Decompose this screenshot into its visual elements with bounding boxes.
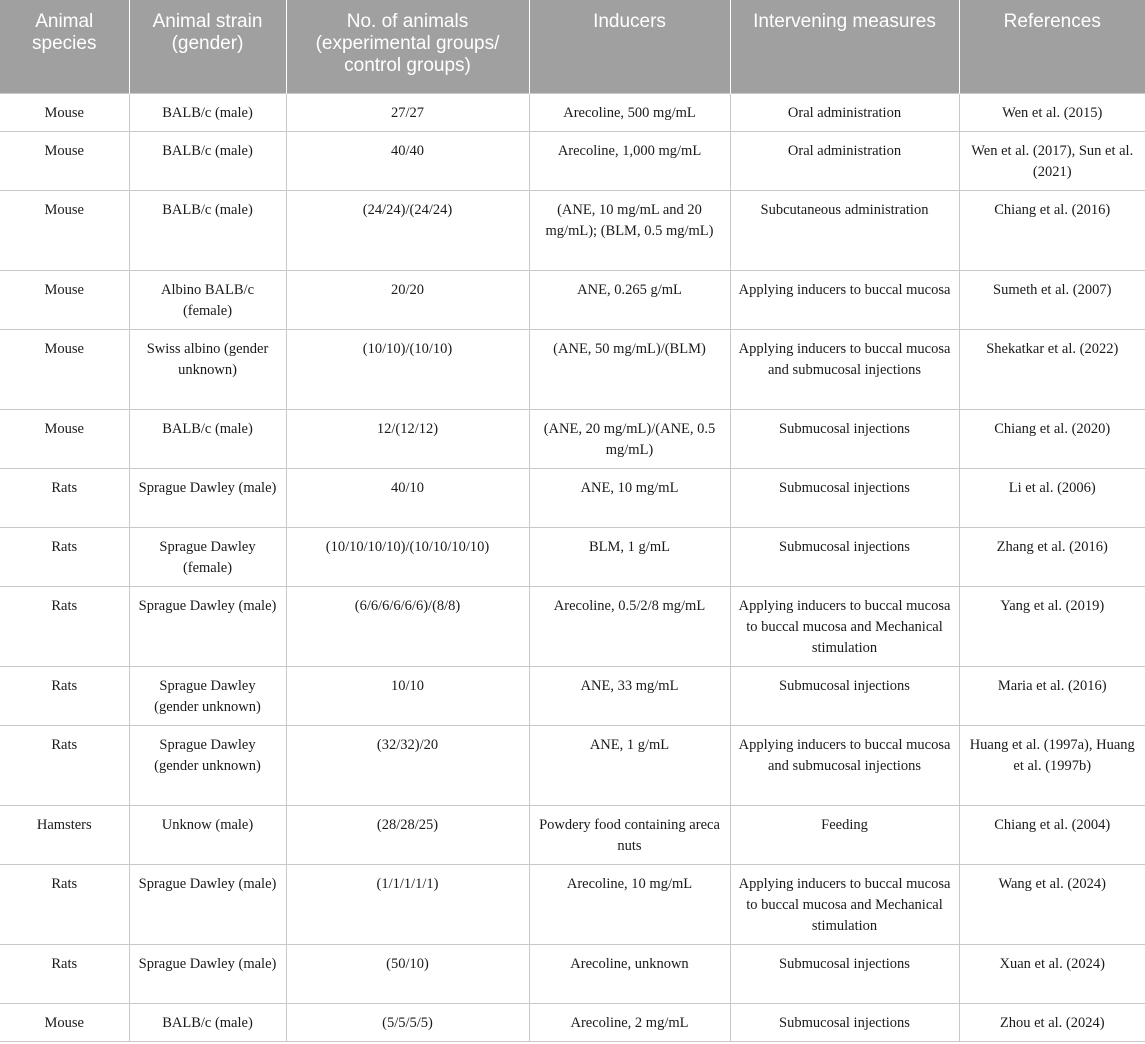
cell-species: Mouse xyxy=(0,270,129,329)
cell-strain: BALB/c (male) xyxy=(129,93,286,131)
table-row xyxy=(0,131,1145,190)
cell-measures: Submucosal injections xyxy=(730,409,959,468)
cell-species: Rats xyxy=(0,725,129,805)
cell-inducers: Arecoline, 2 mg/mL xyxy=(529,1003,730,1041)
cell-measures: Subcutaneous administration xyxy=(730,190,959,270)
cell-count: (10/10)/(10/10) xyxy=(286,329,529,409)
cell-inducers: ANE, 0.265 g/mL xyxy=(529,270,730,329)
cell-count: (24/24)/(24/24) xyxy=(286,190,529,270)
cell-references: Maria et al. (2016) xyxy=(959,666,1145,725)
cell-measures: Submucosal injections xyxy=(730,944,959,1003)
cell-references: Wen et al. (2015) xyxy=(959,93,1145,131)
table-row xyxy=(0,666,1145,725)
header-references: References xyxy=(959,0,1145,93)
header-intervening-measures: Intervening measures xyxy=(730,0,959,93)
cell-strain: Sprague Dawley (gender unknown) xyxy=(129,666,286,725)
cell-measures: Oral administration xyxy=(730,131,959,190)
cell-measures: Feeding xyxy=(730,805,959,864)
header-row xyxy=(0,0,1145,93)
cell-inducers: (ANE, 50 mg/mL)/(BLM) xyxy=(529,329,730,409)
header-inducers: Inducers xyxy=(529,0,730,93)
cell-inducers: ANE, 1 g/mL xyxy=(529,725,730,805)
cell-species: Mouse xyxy=(0,409,129,468)
cell-measures: Oral administration xyxy=(730,93,959,131)
cell-measures: Applying inducers to buccal mucosa xyxy=(730,270,959,329)
cell-count: 20/20 xyxy=(286,270,529,329)
cell-strain: BALB/c (male) xyxy=(129,1003,286,1041)
table-row xyxy=(0,864,1145,944)
cell-inducers: ANE, 33 mg/mL xyxy=(529,666,730,725)
cell-measures: Applying inducers to buccal mucosa and submucosal injections xyxy=(730,329,959,409)
cell-count: 10/10 xyxy=(286,666,529,725)
cell-inducers: BLM, 1 g/mL xyxy=(529,527,730,586)
cell-measures: Applying inducers to buccal mucosa and submucosal injections xyxy=(730,725,959,805)
cell-species: Hamsters xyxy=(0,805,129,864)
cell-strain: Swiss albino (gender unknown) xyxy=(129,329,286,409)
cell-count: 27/27 xyxy=(286,93,529,131)
cell-measures: Submucosal injections xyxy=(730,1003,959,1041)
table-row xyxy=(0,270,1145,329)
cell-count: 40/40 xyxy=(286,131,529,190)
cell-species: Mouse xyxy=(0,131,129,190)
header-animal-species: Animal species xyxy=(0,0,129,93)
cell-measures: Submucosal injections xyxy=(730,527,959,586)
cell-inducers: ANE, 10 mg/mL xyxy=(529,468,730,527)
cell-references: Shekatkar et al. (2022) xyxy=(959,329,1145,409)
cell-strain: BALB/c (male) xyxy=(129,131,286,190)
cell-strain: Sprague Dawley (male) xyxy=(129,468,286,527)
cell-measures: Applying inducers to buccal mucosa to buccal mucosa and Mechanical stimulation xyxy=(730,586,959,666)
cell-references: Yang et al. (2019) xyxy=(959,586,1145,666)
table-row xyxy=(0,527,1145,586)
cell-species: Rats xyxy=(0,666,129,725)
cell-species: Rats xyxy=(0,527,129,586)
cell-species: Mouse xyxy=(0,190,129,270)
cell-species: Mouse xyxy=(0,329,129,409)
cell-count: (6/6/6/6/6/6)/(8/8) xyxy=(286,586,529,666)
cell-count: (50/10) xyxy=(286,944,529,1003)
cell-inducers: Arecoline, 10 mg/mL xyxy=(529,864,730,944)
cell-count: (5/5/5/5) xyxy=(286,1003,529,1041)
cell-inducers: Powdery food containing areca nuts xyxy=(529,805,730,864)
table-row xyxy=(0,190,1145,270)
cell-references: Zhou et al. (2024) xyxy=(959,1003,1145,1041)
cell-count: (1/1/1/1/1) xyxy=(286,864,529,944)
cell-references: Wang et al. (2024) xyxy=(959,864,1145,944)
table-body xyxy=(0,93,1145,1041)
cell-strain: Sprague Dawley (male) xyxy=(129,864,286,944)
table-row xyxy=(0,725,1145,805)
table-row xyxy=(0,93,1145,131)
cell-inducers: Arecoline, 500 mg/mL xyxy=(529,93,730,131)
table-row xyxy=(0,329,1145,409)
cell-count: (28/28/25) xyxy=(286,805,529,864)
cell-strain: Sprague Dawley (male) xyxy=(129,586,286,666)
cell-inducers: Arecoline, 0.5/2/8 mg/mL xyxy=(529,586,730,666)
table-row xyxy=(0,586,1145,666)
cell-measures: Submucosal injections xyxy=(730,468,959,527)
cell-references: Chiang et al. (2020) xyxy=(959,409,1145,468)
table-row xyxy=(0,468,1145,527)
cell-strain: Albino BALB/c (female) xyxy=(129,270,286,329)
table-row xyxy=(0,409,1145,468)
cell-references: Zhang et al. (2016) xyxy=(959,527,1145,586)
cell-count: 40/10 xyxy=(286,468,529,527)
cell-references: Sumeth et al. (2007) xyxy=(959,270,1145,329)
cell-strain: BALB/c (male) xyxy=(129,409,286,468)
cell-strain: BALB/c (male) xyxy=(129,190,286,270)
cell-species: Mouse xyxy=(0,93,129,131)
cell-references: Chiang et al. (2004) xyxy=(959,805,1145,864)
cell-count: (32/32)/20 xyxy=(286,725,529,805)
table-row xyxy=(0,1003,1145,1041)
cell-measures: Applying inducers to buccal mucosa to buccal mucosa and Mechanical stimulation xyxy=(730,864,959,944)
header-number-of-animals: No. of animals (experimental groups/ control groups) xyxy=(286,0,529,93)
cell-strain: Unknow (male) xyxy=(129,805,286,864)
cell-species: Rats xyxy=(0,944,129,1003)
cell-count: 12/(12/12) xyxy=(286,409,529,468)
cell-species: Rats xyxy=(0,468,129,527)
cell-count: (10/10/10/10)/(10/10/10/10) xyxy=(286,527,529,586)
cell-species: Rats xyxy=(0,586,129,666)
cell-strain: Sprague Dawley (female) xyxy=(129,527,286,586)
cell-inducers: Arecoline, unknown xyxy=(529,944,730,1003)
cell-species: Mouse xyxy=(0,1003,129,1041)
cell-species: Rats xyxy=(0,864,129,944)
cell-references: Huang et al. (1997a), Huang et al. (1997b) xyxy=(959,725,1145,805)
cell-references: Chiang et al. (2016) xyxy=(959,190,1145,270)
table-row xyxy=(0,805,1145,864)
cell-references: Li et al. (2006) xyxy=(959,468,1145,527)
header-animal-strain: Animal strain (gender) xyxy=(129,0,286,93)
table-row xyxy=(0,944,1145,1003)
cell-inducers: (ANE, 20 mg/mL)/(ANE, 0.5 mg/mL) xyxy=(529,409,730,468)
cell-references: Xuan et al. (2024) xyxy=(959,944,1145,1003)
cell-inducers: Arecoline, 1,000 mg/mL xyxy=(529,131,730,190)
cell-strain: Sprague Dawley (gender unknown) xyxy=(129,725,286,805)
cell-strain: Sprague Dawley (male) xyxy=(129,944,286,1003)
cell-measures: Submucosal injections xyxy=(730,666,959,725)
cell-references: Wen et al. (2017), Sun et al. (2021) xyxy=(959,131,1145,190)
cell-inducers: (ANE, 10 mg/mL and 20 mg/mL); (BLM, 0.5 mg/mL) xyxy=(529,190,730,270)
